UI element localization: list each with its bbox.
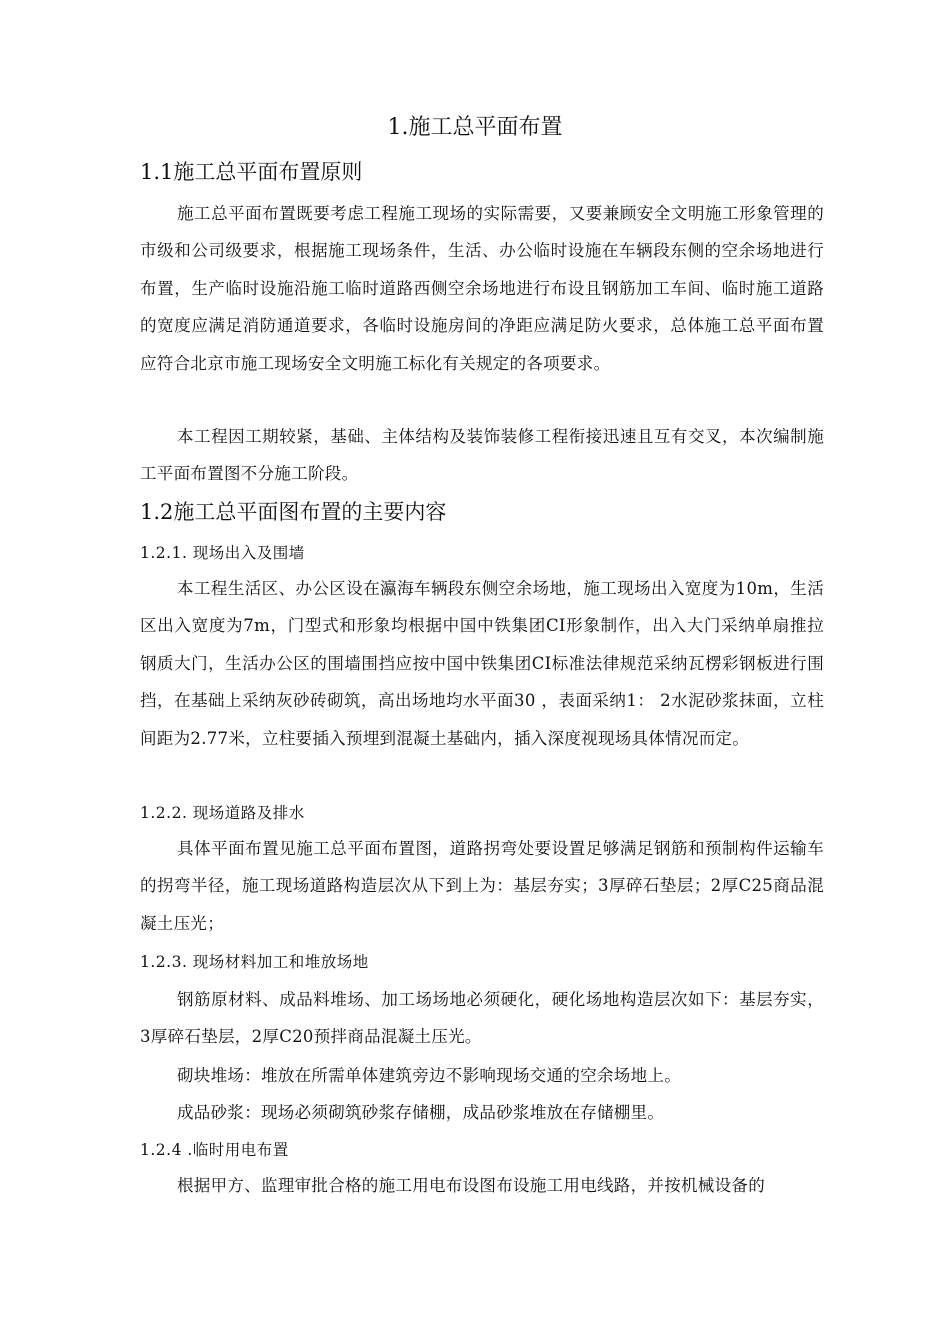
paragraph-schedule-note: 本工程因工期较紧，基础、主体结构及装饰装修工程衔接迅速且互有交叉，本次编制施工平面布置图不分施工阶段。 [140,427,824,484]
paragraph-principles: 施工总平面布置既要考虑工程施工现场的实际需要，又要兼顾安全文明施工形象管理的市级和公司级要求，根据施工现场条件，生活、办公临时设施在车辆段东侧的空余场地进行布置，生产临时设施沿施工临时道路西侧空余场地进行布设且钢筋加工车间、临时施工道路的宽度应满足消防通道要求，各临时设施房间的净距应满足防火要求，总体施工总平面布置应符合北京市施工现场安全文明施工标化有关规定的各项要求。 [140,204,824,373]
section-heading-1-1: 1.1施工总平面布置原则 [140,160,363,184]
subsection-heading-1-2-3: 1.2.3. 现场材料加工和堆放场地 [140,953,369,971]
subsection-heading-1-2-2: 1.2.2. 现场道路及排水 [140,804,305,822]
paragraph-block-stacking: 砌块堆场：堆放在所需单体建筑旁边不影响现场交通的空余场地上。 [177,1066,681,1085]
paragraph-entrance-walls: 本工程生活区、办公区设在瀛海车辆段东侧空余场地，施工现场出入宽度为10m，生活区出入宽度为7m，门型式和形象均根据中国中铁集团CI形象制作，出入大门采纳单扇推拉钢质大门，生活办公区的围墙围挡应按中国中铁集团CI标准法律规范采纳瓦楞彩钢板进行围挡，在基础上采纳灰砂砖砌筑，高出场地均水平面30 ，表面采纳1： 2水泥砂浆抹面，立柱间距为2.77米，立柱要插入预埋到混凝土基础内，插入深度视现场具体情况而定。 [140,579,824,748]
paragraph-material-yard: 钢筋原材料、成品料堆场、加工场场地必须硬化，硬化场地构造层次如下：基层夯实，3厚碎石垫层，2厚C20预拌商品混凝土压光。 [140,990,824,1047]
section-heading-1-2: 1.2施工总平面图布置的主要内容 [140,500,447,524]
paragraph-mortar-storage: 成品砂浆：现场必须砌筑砂浆存储棚，成品砂浆堆放在存储棚里。 [177,1103,665,1122]
subsection-heading-1-2-1: 1.2.1. 现场出入及围墙 [140,544,305,562]
subsection-heading-1-2-4: 1.2.4 .临时用电布置 [140,1141,289,1159]
paragraph-roads-drainage: 具体平面布置见施工总平面布置图，道路拐弯处要设置足够满足钢筋和预制构件运输车的拐弯半径，施工现场道路构造层次从下到上为：基层夯实；3厚碎石垫层；2厚C25商品混凝土压光； [140,839,824,933]
document-title: 1.施工总平面布置 [387,115,563,140]
paragraph-temporary-power: 根据甲方、监理审批合格的施工用电布设图布设施工用电线路，并按机械设备的 [177,1176,765,1195]
